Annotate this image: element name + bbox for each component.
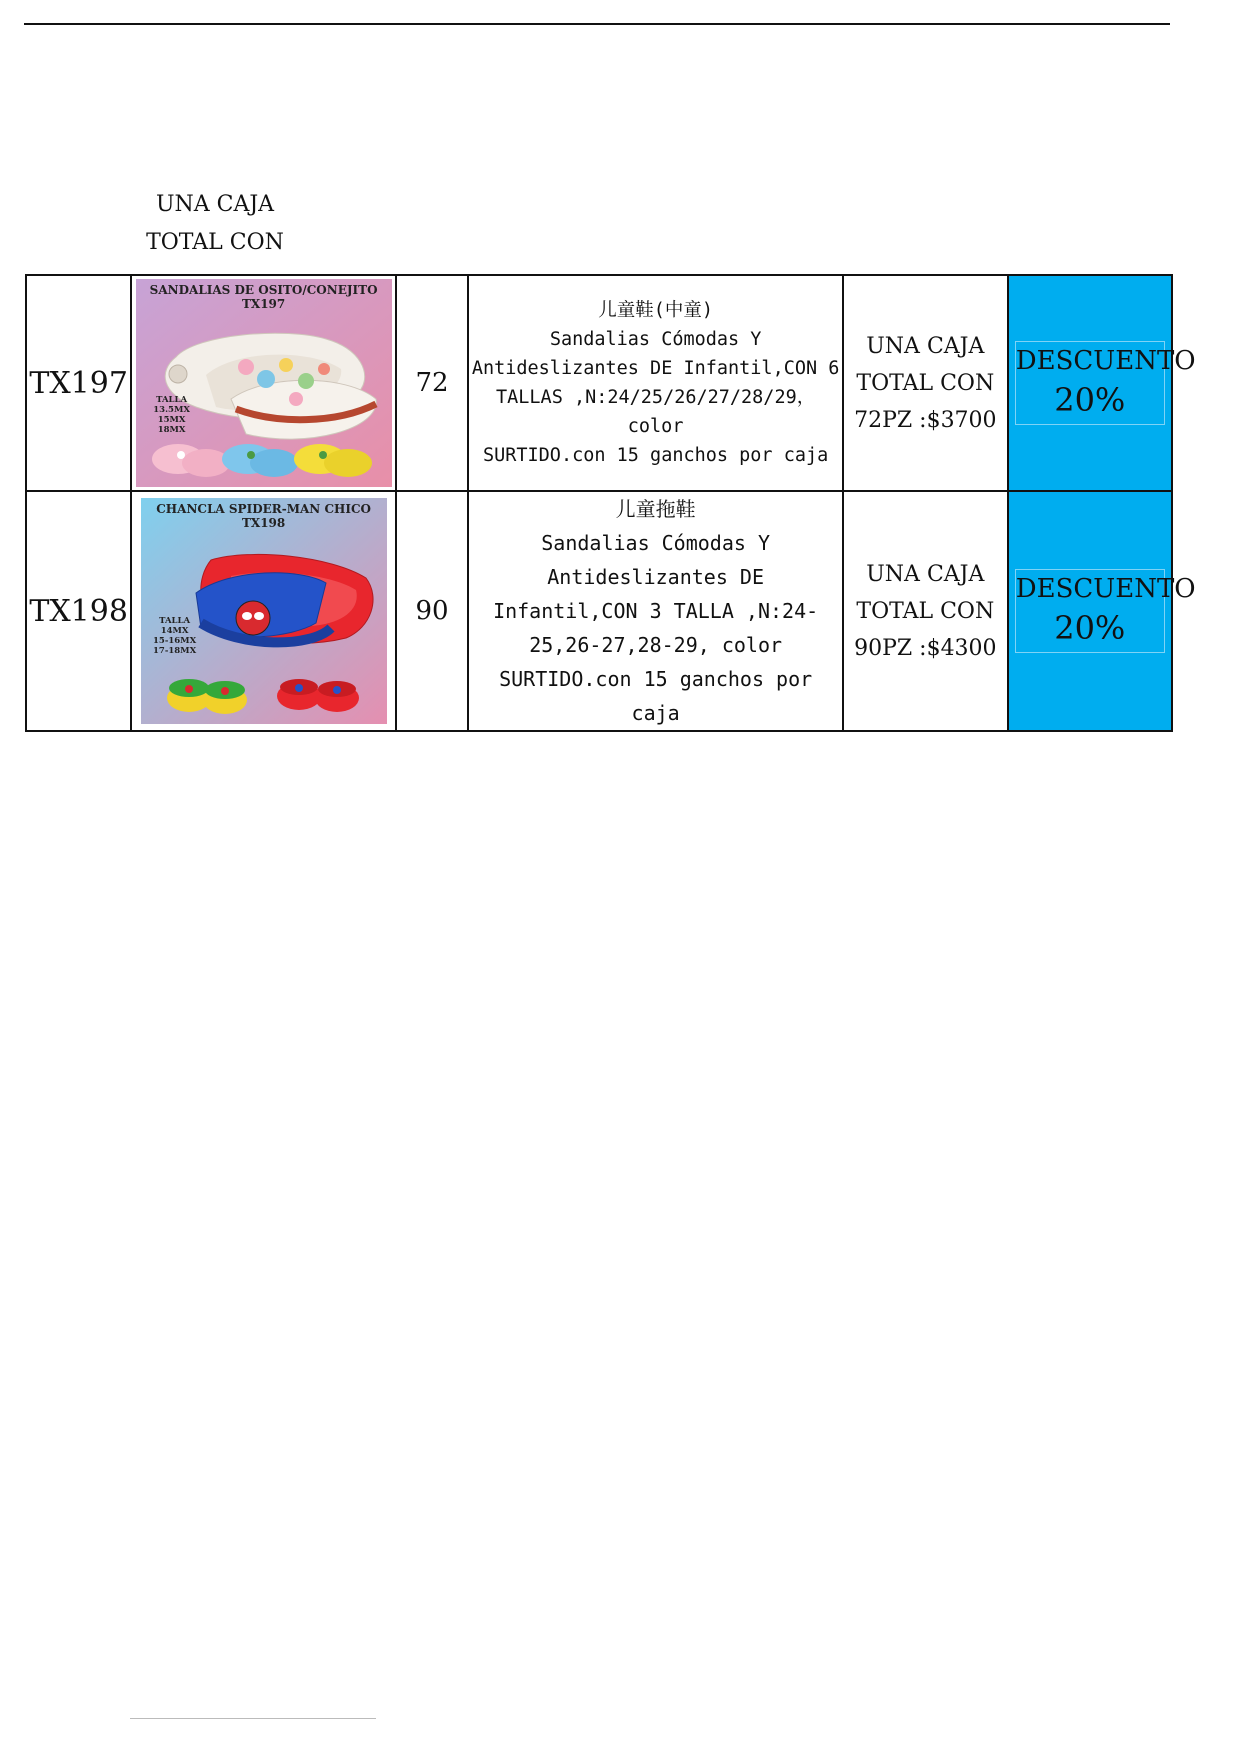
- product-quantity: 90: [396, 491, 468, 731]
- talla-size: 15MX: [157, 415, 186, 425]
- price-line: UNA CAJA: [866, 561, 985, 587]
- price-line: UNA CAJA: [866, 333, 985, 359]
- talla-size: 14MX: [160, 626, 189, 636]
- discount-badge: [1015, 569, 1196, 653]
- pre-note-line-2: TOTAL CON: [146, 230, 284, 255]
- product-price: [843, 491, 1007, 731]
- discount-cell: [1008, 491, 1196, 731]
- image-talla: [149, 616, 201, 656]
- footer-rule: [130, 1718, 376, 1719]
- spiderman-slide-illustration: [141, 498, 387, 724]
- price-line: 90PZ :$4300: [854, 635, 997, 661]
- discount-cell: [1008, 275, 1196, 491]
- image-caption: [136, 283, 392, 311]
- talla-size: 18MX: [157, 425, 186, 435]
- product-image: [141, 498, 387, 724]
- talla-size: 15-16MX: [153, 636, 197, 646]
- talla-size: 17-18MX: [153, 646, 197, 656]
- product-description: [468, 275, 843, 491]
- discount-badge: [1015, 341, 1196, 425]
- product-image-cell: [131, 275, 396, 491]
- top-rule: [24, 23, 1170, 25]
- pre-note-line-1: UNA CAJA: [155, 192, 275, 217]
- pre-note: [130, 186, 300, 262]
- description-chinese: 儿童拖鞋: [615, 497, 696, 521]
- price-line: TOTAL CON: [856, 370, 995, 396]
- product-code: TX197: [26, 275, 131, 491]
- description-line: Infantil,CON 3 TALLA ,N:24-: [493, 599, 819, 623]
- image-title: CHANCLA SPIDER-MAN CHICO: [156, 502, 371, 516]
- description-line: Antideslizantes DE: [547, 565, 764, 589]
- image-title: SANDALIAS DE OSITO/CONEJITO: [149, 283, 378, 297]
- talla-label: TALLA: [159, 616, 191, 626]
- description-chinese: 儿童鞋(中童): [598, 300, 714, 321]
- price-line: TOTAL CON: [856, 598, 995, 624]
- product-quantity: 72: [396, 275, 468, 491]
- description-line: Sandalias Cómodas Y: [541, 531, 771, 555]
- image-code: TX197: [241, 297, 286, 311]
- talla-label: TALLA: [156, 395, 188, 405]
- image-talla: [146, 395, 198, 435]
- discount-label: DESCUENTO: [1015, 574, 1196, 604]
- image-code: TX198: [241, 516, 286, 530]
- image-caption: [141, 502, 387, 530]
- discount-value: 20%: [1054, 609, 1126, 647]
- product-image: [136, 279, 392, 487]
- product-description: [468, 491, 843, 731]
- description-line: SURTIDO.con 15 ganchos por caja: [499, 667, 813, 725]
- description-line: SURTIDO.con 15 ganchos por caja: [482, 445, 829, 466]
- description-line: 25,26-27,28-29, color: [529, 633, 783, 657]
- product-image-cell: [131, 491, 396, 731]
- product-table: [25, 274, 1196, 732]
- discount-value: 20%: [1054, 381, 1126, 419]
- table-row: [26, 275, 1172, 491]
- description-line: TALLAS ,N:24/25/26/27/28/29，color: [496, 387, 816, 437]
- description-line: Sandalias Cómodas Y: [549, 329, 762, 350]
- discount-label: DESCUENTO: [1015, 346, 1196, 376]
- talla-size: 13.5MX: [153, 405, 190, 415]
- product-price: [843, 275, 1007, 491]
- product-code: TX198: [26, 491, 131, 731]
- price-line: 72PZ :$3700: [854, 407, 997, 433]
- description-line: Antideslizantes DE Infantil,CON 6: [471, 358, 840, 379]
- table-row: [26, 491, 1172, 731]
